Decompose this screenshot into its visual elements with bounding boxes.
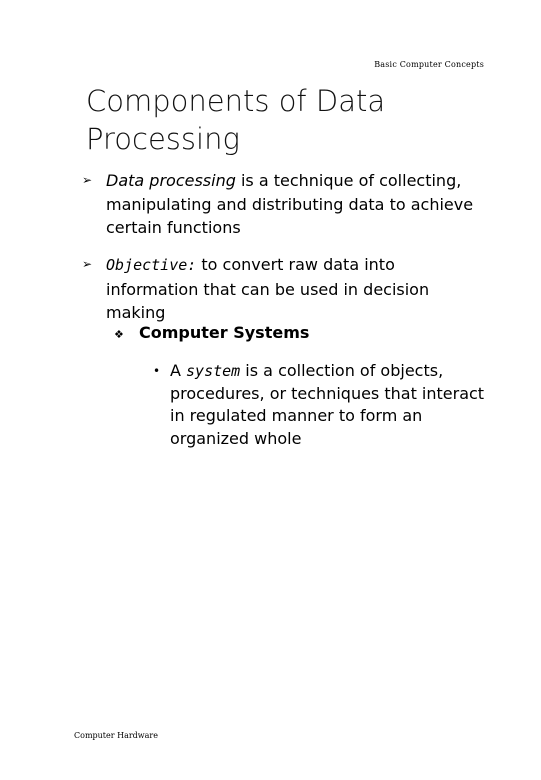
sub-sub-bullet-system-definition	[153, 360, 490, 450]
page-title: Components of Data Processing	[86, 84, 386, 156]
sub-bullet-text: Computer Systems	[139, 323, 310, 342]
running-footer: Computer Hardware	[74, 731, 158, 740]
arrow-bullet-icon: ➢	[82, 173, 93, 187]
bullet-term: Objective:	[106, 256, 197, 274]
dot-bullet-icon: •	[153, 364, 161, 378]
definition-prefix: A	[170, 361, 187, 380]
bullet-item-objective	[82, 253, 486, 325]
sub-bullet-computer-systems	[114, 321, 310, 344]
definition-term: system	[186, 362, 241, 380]
definition-text: is a collection of objects, procedures, or techniques that interact in regulated manner to form an organized whole	[170, 361, 485, 448]
running-header: Basic Computer Concepts	[374, 60, 484, 69]
bullet-text: is a technique of collecting, manipulating and distributing data to achieve certain functions	[106, 171, 474, 237]
diamond-bullet-icon: ❖	[114, 328, 124, 341]
bullet-text: to convert raw data into information that can be used in decision making	[106, 255, 430, 322]
arrow-bullet-icon: ➢	[82, 257, 93, 271]
bullet-term: Data processing	[106, 171, 236, 190]
bullet-item-data-processing	[82, 169, 486, 240]
